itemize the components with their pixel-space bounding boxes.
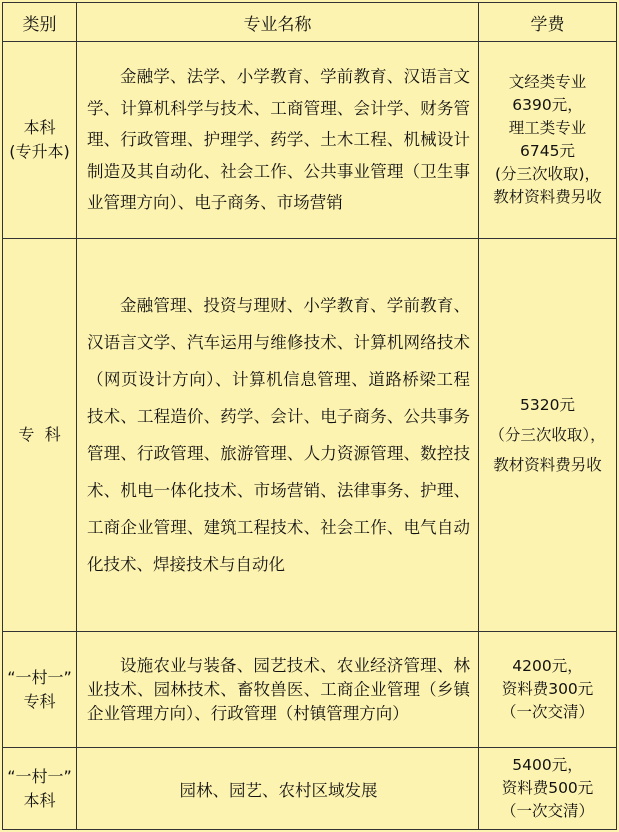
table-row	[3, 748, 617, 830]
header-fee: 学费	[479, 3, 617, 42]
table-row	[3, 42, 617, 239]
table-row	[3, 632, 617, 748]
category-cell: 专 科	[3, 239, 77, 632]
major-list: 设施农业与装备、园艺技术、农业经济管理、林业技术、园林技术、畜牧兽医、工商企业管理（乡镇企业管理方向）、行政管理（村镇管理方向）	[77, 632, 479, 748]
major-list: 金融管理、投资与理财、小学教育、学前教育、汉语言文学、汽车运用与维修技术、计算机网络技术（网页设计方向）、计算机信息管理、道路桥梁工程技术、工程造价、药学、会计、电子商务、公共事务管理、行政管理、旅游管理、人力资源管理、数控技术、机电一体化技术、市场营销、法律事务、护理、工商企业管理、建筑工程技术、社会工作、电气自动化技术、焊接技术与自动化	[77, 239, 479, 632]
major-list: 园林、园艺、农村区域发展	[77, 748, 479, 830]
fee-cell: 文经类专业 6390元， 理工类专业 6745元 (分三次收取)， 教材资料费另收	[479, 42, 617, 239]
fee-cell: 5320元 （分三次收取）， 教材资料费另收	[479, 239, 617, 632]
header-row	[3, 3, 617, 42]
fee-cell: 4200元， 资料费300元 （一次交清）	[479, 632, 617, 748]
tuition-table	[2, 2, 617, 830]
category-cell: “一村一” 专科	[3, 632, 77, 748]
category-cell: “一村一” 本科	[3, 748, 77, 830]
category-cell: 本科 (专升本)	[3, 42, 77, 239]
header-major: 专业名称	[77, 3, 479, 42]
fee-cell: 5400元， 资料费500元 （一次交清）	[479, 748, 617, 830]
major-list: 金融学、法学、小学教育、学前教育、汉语言文学、计算机科学与技术、工商管理、会计学、财务管理、行政管理、护理学、药学、土木工程、机械设计制造及其自动化、社会工作、公共事业管理（卫生事业管理方向）、电子商务、市场营销	[77, 42, 479, 239]
header-category: 类别	[3, 3, 77, 42]
table-row	[3, 239, 617, 632]
